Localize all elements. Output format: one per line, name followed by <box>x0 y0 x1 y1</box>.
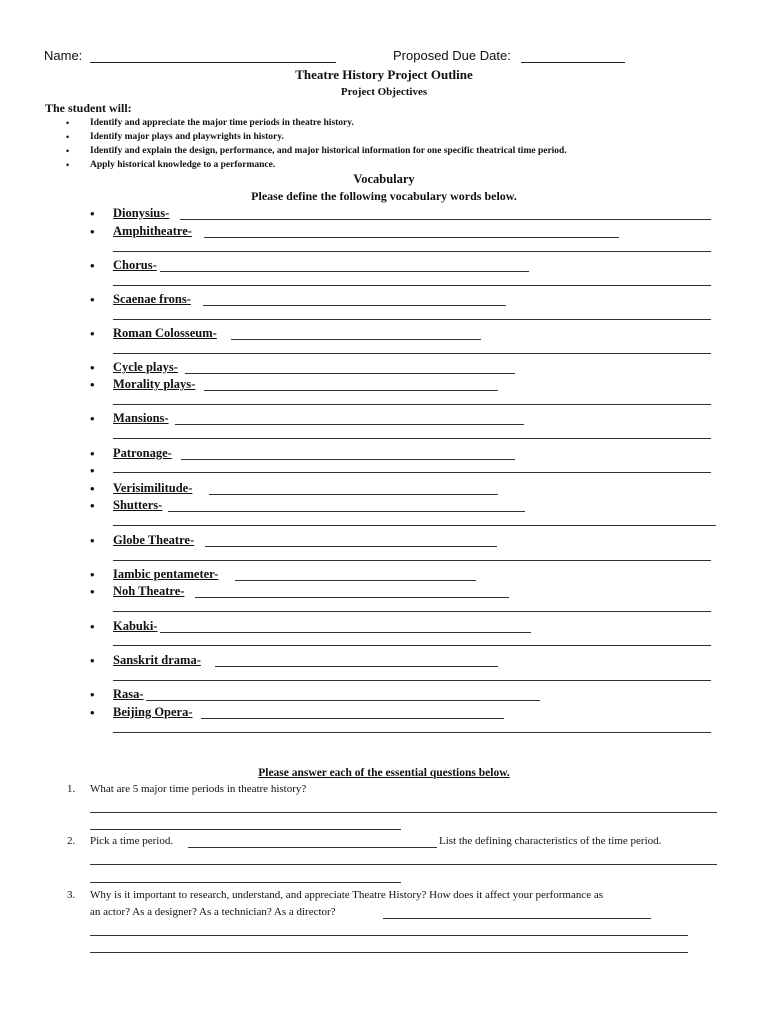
vocabulary-term: Dionysius- <box>113 206 170 220</box>
definition-line[interactable] <box>175 424 524 425</box>
question-text-line2: an actor? As a designer? As a technician? As a director? <box>90 906 336 918</box>
vocabulary-term: Iambic pentameter- <box>113 567 219 581</box>
bullet-icon: • <box>90 653 95 668</box>
document-title: Theatre History Project Outline <box>295 67 473 82</box>
answer-line[interactable] <box>90 952 688 953</box>
bullet-icon: • <box>90 481 95 496</box>
vocabulary-term: Shutters- <box>113 498 163 512</box>
questions-heading: Please answer each of the essential questions below. <box>258 767 510 779</box>
definition-line[interactable] <box>215 666 498 667</box>
answer-line[interactable] <box>383 918 651 919</box>
definition-line[interactable] <box>209 494 498 495</box>
question-number: 3. <box>67 889 76 901</box>
name-label: Name: <box>44 48 83 63</box>
question-number: 1. <box>67 783 76 795</box>
header-fields <box>44 48 768 68</box>
bullet-icon: • <box>90 533 95 548</box>
definition-line[interactable] <box>113 285 711 286</box>
definition-line[interactable] <box>205 546 497 547</box>
definition-line[interactable] <box>113 251 711 252</box>
bullet-icon: • <box>90 224 95 239</box>
vocabulary-term: Kabuki- <box>113 619 158 633</box>
definition-line[interactable] <box>235 580 476 581</box>
question-text: Pick a time period. <box>90 835 174 847</box>
bullet-icon: • <box>90 258 95 273</box>
definition-line[interactable] <box>113 611 711 612</box>
definition-line[interactable] <box>204 237 619 238</box>
vocabulary-term: Sanskrit drama- <box>113 653 201 667</box>
definition-line[interactable] <box>203 305 506 306</box>
question-text: What are 5 major time periods in theatre history? <box>90 783 307 795</box>
objective-item: • Identify and explain the design, performance, and major historical information for one specific theatrical time period. <box>66 144 567 158</box>
vocabulary-term: Beijing Opera- <box>113 705 193 719</box>
vocabulary-term: Globe Theatre- <box>113 533 195 547</box>
bullet-icon: • <box>90 498 95 513</box>
definition-line[interactable] <box>113 645 711 646</box>
definition-line[interactable] <box>195 597 509 598</box>
vocabulary-term: Patronage- <box>113 446 172 460</box>
definition-line[interactable] <box>113 560 711 561</box>
bullet-icon: • <box>90 705 95 720</box>
vocabulary-term: Verisimilitude- <box>113 481 193 495</box>
objective-item: • Identify major plays and playwrights in history. <box>66 130 567 144</box>
bullet-icon: • <box>90 377 95 392</box>
bullet-icon: • <box>90 619 95 634</box>
definition-line[interactable] <box>146 700 540 701</box>
question-number: 2. <box>67 835 76 847</box>
bullet-icon: • <box>90 463 95 478</box>
bullet-icon: • <box>90 446 95 461</box>
definition-line[interactable] <box>180 219 711 220</box>
objective-item: • Apply historical knowledge to a performance. <box>66 158 567 172</box>
name-field[interactable] <box>90 62 336 63</box>
definition-line[interactable] <box>160 632 531 633</box>
bullet-icon: • <box>90 687 95 702</box>
answer-line[interactable] <box>90 882 401 883</box>
definition-line[interactable] <box>231 339 481 340</box>
vocabulary-term: Scaenae frons- <box>113 292 191 306</box>
answer-line[interactable] <box>90 812 717 813</box>
definition-line[interactable] <box>113 353 711 354</box>
definition-line[interactable] <box>113 319 711 320</box>
answer-line[interactable] <box>90 829 401 830</box>
definition-line[interactable] <box>113 525 716 526</box>
bullet-icon: • <box>90 206 95 221</box>
vocabulary-term: Mansions- <box>113 411 169 425</box>
vocabulary-term: Chorus- <box>113 258 157 272</box>
vocabulary-term: Cycle plays- <box>113 360 178 374</box>
vocabulary-term: Roman Colosseum- <box>113 326 217 340</box>
vocabulary-heading: Vocabulary <box>353 172 415 186</box>
bullet-icon: • <box>90 360 95 375</box>
vocabulary-term: Noh Theatre- <box>113 584 185 598</box>
definition-line[interactable] <box>168 511 525 512</box>
answer-line[interactable] <box>90 864 717 865</box>
definition-line[interactable] <box>160 271 529 272</box>
vocabulary-term: Amphitheatre- <box>113 224 192 238</box>
definition-line[interactable] <box>185 373 515 374</box>
bullet-icon: • <box>90 411 95 426</box>
definition-line[interactable] <box>201 718 504 719</box>
student-will-label: The student will: <box>45 101 132 115</box>
vocabulary-term: Morality plays- <box>113 377 196 391</box>
definition-line[interactable] <box>113 680 711 681</box>
bullet-icon: • <box>90 584 95 599</box>
due-date-field[interactable] <box>521 62 625 63</box>
definition-line[interactable] <box>113 438 711 439</box>
answer-line[interactable] <box>90 935 688 936</box>
bullet-icon: • <box>90 292 95 307</box>
definition-line[interactable] <box>113 404 711 405</box>
definition-line[interactable] <box>113 732 711 733</box>
question-text-tail: List the defining characteristics of the time period. <box>439 835 662 847</box>
definition-line[interactable] <box>113 472 711 473</box>
bullet-icon: • <box>90 326 95 341</box>
vocabulary-instructions: Please define the following vocabulary words below. <box>251 189 517 203</box>
objectives-list <box>66 116 567 172</box>
time-period-field[interactable] <box>188 847 437 848</box>
definition-line[interactable] <box>204 390 498 391</box>
objectives-heading: Project Objectives <box>340 86 428 98</box>
due-date-label: Proposed Due Date: <box>393 48 511 63</box>
vocabulary-term: Rasa- <box>113 687 144 701</box>
bullet-icon: • <box>90 567 95 582</box>
definition-line[interactable] <box>181 459 515 460</box>
objective-item: • Identify and appreciate the major time periods in theatre history. <box>66 116 567 130</box>
question-text: Why is it important to research, understand, and appreciate Theatre History? How does it affect your performance as <box>90 889 604 901</box>
